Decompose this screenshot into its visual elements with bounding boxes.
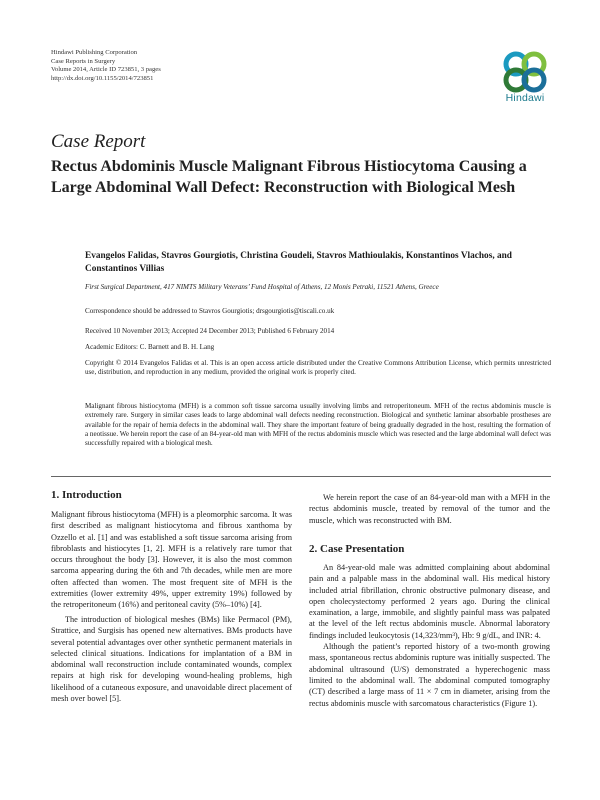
journal-publisher: Hindawi Publishing Corporation (51, 49, 138, 56)
hindawi-logo-text: Hindawi (505, 92, 545, 104)
academic-editors: Academic Editors: C. Barnett and B. H. Lang (85, 343, 215, 351)
journal-volume: Volume 2014, Article ID 723851, 3 pages (51, 66, 161, 74)
intro-paragraph-1 (51, 509, 292, 611)
paragraph-text: The introduction of biological meshes (BMs) like Permacol (PM), Strattice, and Surgisis has opened new alternatives. BMs products have several potential advantages over other synthetic permanent materials in selected clinical situations. Indications for implantation of a BM in abdominal wall reconstruction include contaminated wounds, complex repairs at high risk for developing wound-healing problems, high likelihood of a cutaneous exposure, and unavoidable direct placement of mesh over bowel [5]. (51, 615, 292, 704)
correspondence: Correspondence should be addressed to Stavros Gourgiotis; drsgourgiotis@tiscali.co.uk (85, 307, 335, 315)
report-intro-paragraph (309, 492, 550, 526)
section-heading-introduction: 1. Introduction (51, 489, 122, 501)
journal-name: Case Reports in Surgery (51, 57, 116, 65)
journal-doi[interactable]: http://dx.doi.org/10.1155/2014/723851 (51, 74, 154, 82)
case-paragraphs (309, 562, 550, 709)
copyright-notice: Copyright © 2014 Evangelos Falidas et al. This is an open access article distributed under the Creative Commons Attribution License, which permits unrestricted use, distribution, and reproduction in any medium, provided the original work is properly cited. (85, 359, 551, 377)
article-type: Case Report (51, 131, 146, 152)
paragraph-text: An 84-year-old male was admitted complaining about abdominal pain and a palpable mass in the abdominal wall. His medical history included atrial fibrillation, chronic obstructive pulmonary disease, and open cholecystectomy performed 2 years ago. During the clinical examination, a large, immobile, and slightly painful mass was palpated at the level of the left rectus abdominis muscle. Abnormal laboratory findings included leukocytosis (14,323/mm³), Hb: 9 g/dL, and INR: 4. (309, 563, 550, 640)
section-heading-case-presentation: 2. Case Presentation (309, 543, 405, 555)
paragraph-text: Malignant fibrous histiocytoma (MFH) is a pleomorphic sarcoma. It was first described as malignant histiocytoma and fibrous xanthoma by Ozzello et al. [1] and was established a soft tissue sarcoma arising from fibroblasts and histiocytes [1, 2]. MFH is a relatively rare tumor that occurs throughout the body [3]. However, it is also the most common sarcoma appearing during the 6th and 7th decades, while men are more often affected than women. The most frequent site of MFH is the extremities (lower extremity 49%, upper extremity 19%) followed by the retroperitoneum (16%) and peritoneal cavity (5%–10%) [4]. (51, 510, 292, 610)
affiliation: First Surgical Department, 417 NIMTS Military Veterans’ Fund Hospital of Athens, 12 Monis Petraki, 11521 Athens, Greece (85, 283, 439, 291)
paragraph-text: Although the patient’s reported history of a two-month growing mass, spontaneous rectus abdominis rupture was initially suspected. The abdominal ultrasound (U/S) demonstrated a hyperechogenic mass limited to the abdominal wall. The abdominal computed tomography (CT) described a large mass of 11 × 7 cm in diameter, arising from the rectus abdominis muscle with sarcomatous characteristics (Figure 1). (309, 642, 550, 708)
article-title: Rectus Abdominis Muscle Malignant Fibrous Histiocytoma Causing a Large Abdominal Wall Defect: Reconstruction with Biological Mesh (51, 158, 527, 196)
section-divider (51, 476, 551, 477)
abstract: Malignant fibrous histiocytoma (MFH) is a common soft tissue sarcoma usually involving limbs and retroperitoneum. MFH of the rectus abdominis muscle is extremely rare. Surgery in similar cases leads to large abdominal wall defects needing reconstruction. Biological and synthetic laminar absorbable prostheses are available for the repair of hernia defects in the abdominal wall. They share the important feature of being gradually degraded in the host, resulting the formation of a neotissue. We herein report the case of an 84-year-old man with MFH of the rectus abdominis muscle which was resected and the large abdominal wall defect was successfully repaired with a biological mesh. (85, 402, 551, 448)
publication-dates: Received 10 November 2013; Accepted 24 December 2013; Published 6 February 2014 (85, 327, 335, 335)
paragraph-text: We herein report the case of an 84-year-old man with a MFH in the rectus abdominis muscle, treated by removal of the tumor and the muscle, which was reconstructed with BM. (309, 493, 550, 525)
intro-paragraph-2 (51, 614, 292, 704)
author-list: Evangelos Falidas, Stavros Gourgiotis, Christina Goudeli, Stavros Mathioulakis, Konstantinos Vlachos, and Constantinos Villias (85, 251, 512, 275)
